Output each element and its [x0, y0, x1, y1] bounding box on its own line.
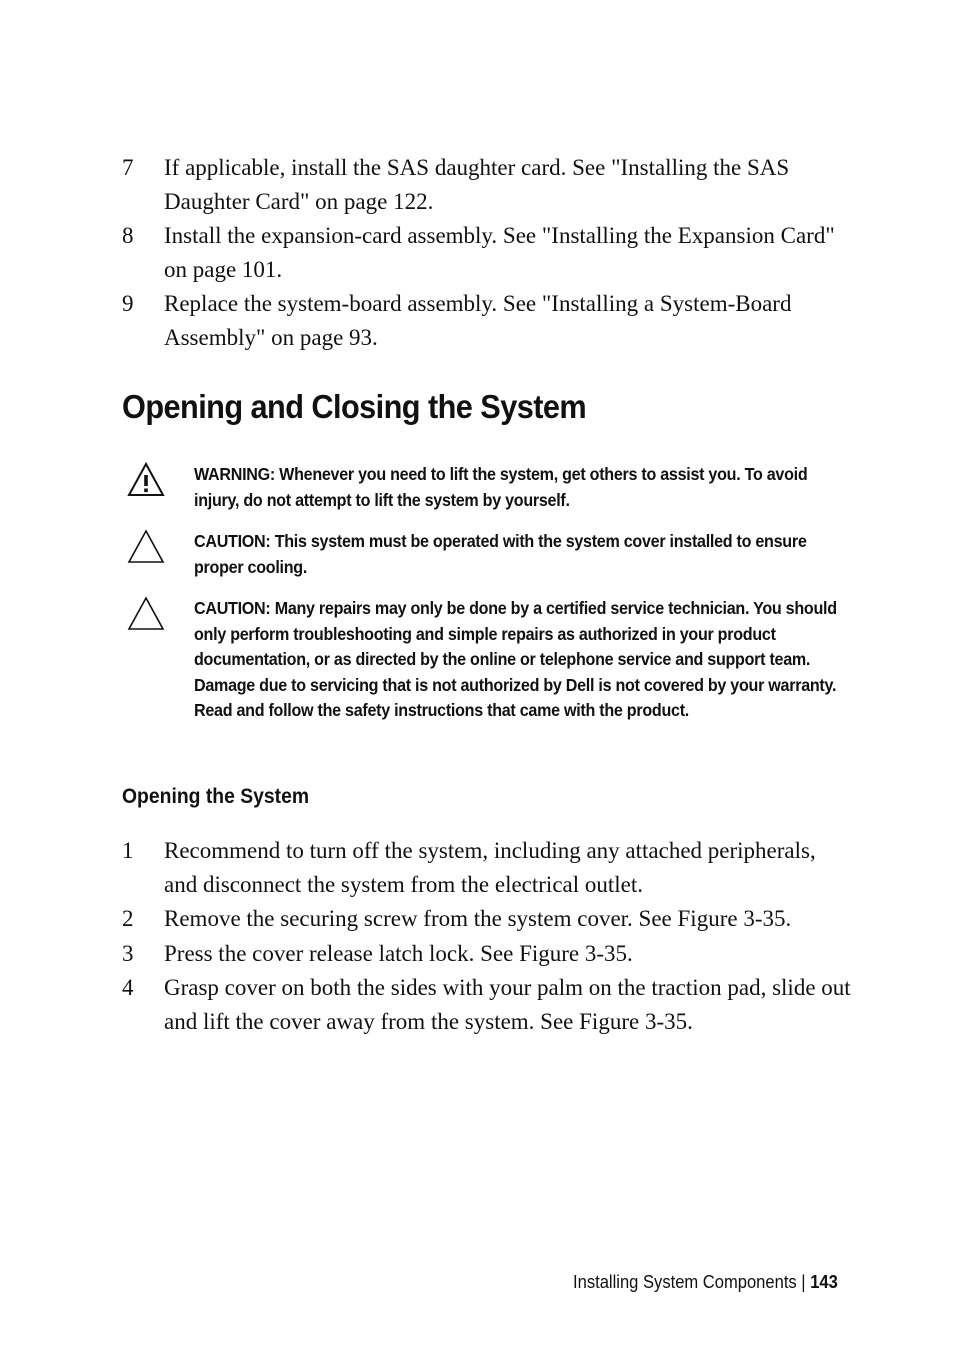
step-text: Press the cover release latch lock. See Figure 3-35. — [164, 940, 633, 966]
step-7 — [122, 151, 842, 218]
step-text: Recommend to turn off the system, including any attached peripherals, and disconnect the system from the electrical outlet. — [164, 838, 816, 897]
caution-notice-repairs — [126, 596, 866, 724]
footer-separator: | — [801, 1272, 806, 1292]
step-1 — [122, 834, 852, 901]
caution-text: CAUTION: Many repairs may only be done by a certified service technician. You should only perform troubleshooting and simple repairs as authorized in your product documentation, or as directed by the online or telephone service and support team. Damage due to servicing that is not authorized by Dell is not covered by your warranty. Read and follow the safety instructions that came with the product. — [194, 598, 837, 720]
warning-icon — [126, 458, 166, 498]
steps-list-top — [122, 151, 842, 355]
caution-notice-cooling — [126, 529, 866, 580]
step-9 — [122, 287, 842, 354]
section-title: Opening and Closing the System — [122, 388, 587, 425]
page-number: 143 — [810, 1272, 838, 1292]
step-2 — [122, 902, 852, 936]
step-4 — [122, 971, 852, 1038]
step-number: 4 — [122, 975, 134, 1000]
step-number: 2 — [122, 906, 134, 931]
step-number: 8 — [122, 223, 134, 248]
page-footer — [573, 1272, 838, 1293]
caution-icon — [126, 525, 166, 565]
caution-icon — [126, 592, 166, 632]
step-8 — [122, 219, 842, 286]
steps-list-bottom — [122, 834, 852, 1039]
step-number: 7 — [122, 155, 134, 180]
step-3 — [122, 937, 852, 971]
warning-notice — [126, 462, 866, 513]
step-number: 1 — [122, 838, 134, 863]
step-text: If applicable, install the SAS daughter card. See "Installing the SAS Daughter Card" on page 122. — [164, 155, 790, 214]
subsection-title: Opening the System — [122, 784, 310, 808]
step-text: Remove the securing screw from the system cover. See Figure 3-35. — [164, 906, 792, 931]
step-number: 3 — [122, 940, 134, 966]
caution-text: CAUTION: This system must be operated with the system cover installed to ensure proper cooling. — [194, 531, 807, 577]
step-text: Grasp cover on both the sides with your palm on the traction pad, slide out and lift the cover away from the system. See Figure 3-35. — [164, 975, 851, 1034]
step-text: Replace the system-board assembly. See "Installing a System-Board Assembly" on page 93. — [164, 291, 792, 350]
warning-text: WARNING: Whenever you need to lift the system, get others to assist you. To avoid injury, do not attempt to lift the system by yourself. — [194, 464, 808, 510]
step-number: 9 — [122, 291, 134, 316]
footer-chapter: Installing System Components — [573, 1272, 797, 1292]
step-text: Install the expansion-card assembly. See "Installing the Expansion Card" on page 101. — [164, 223, 835, 282]
